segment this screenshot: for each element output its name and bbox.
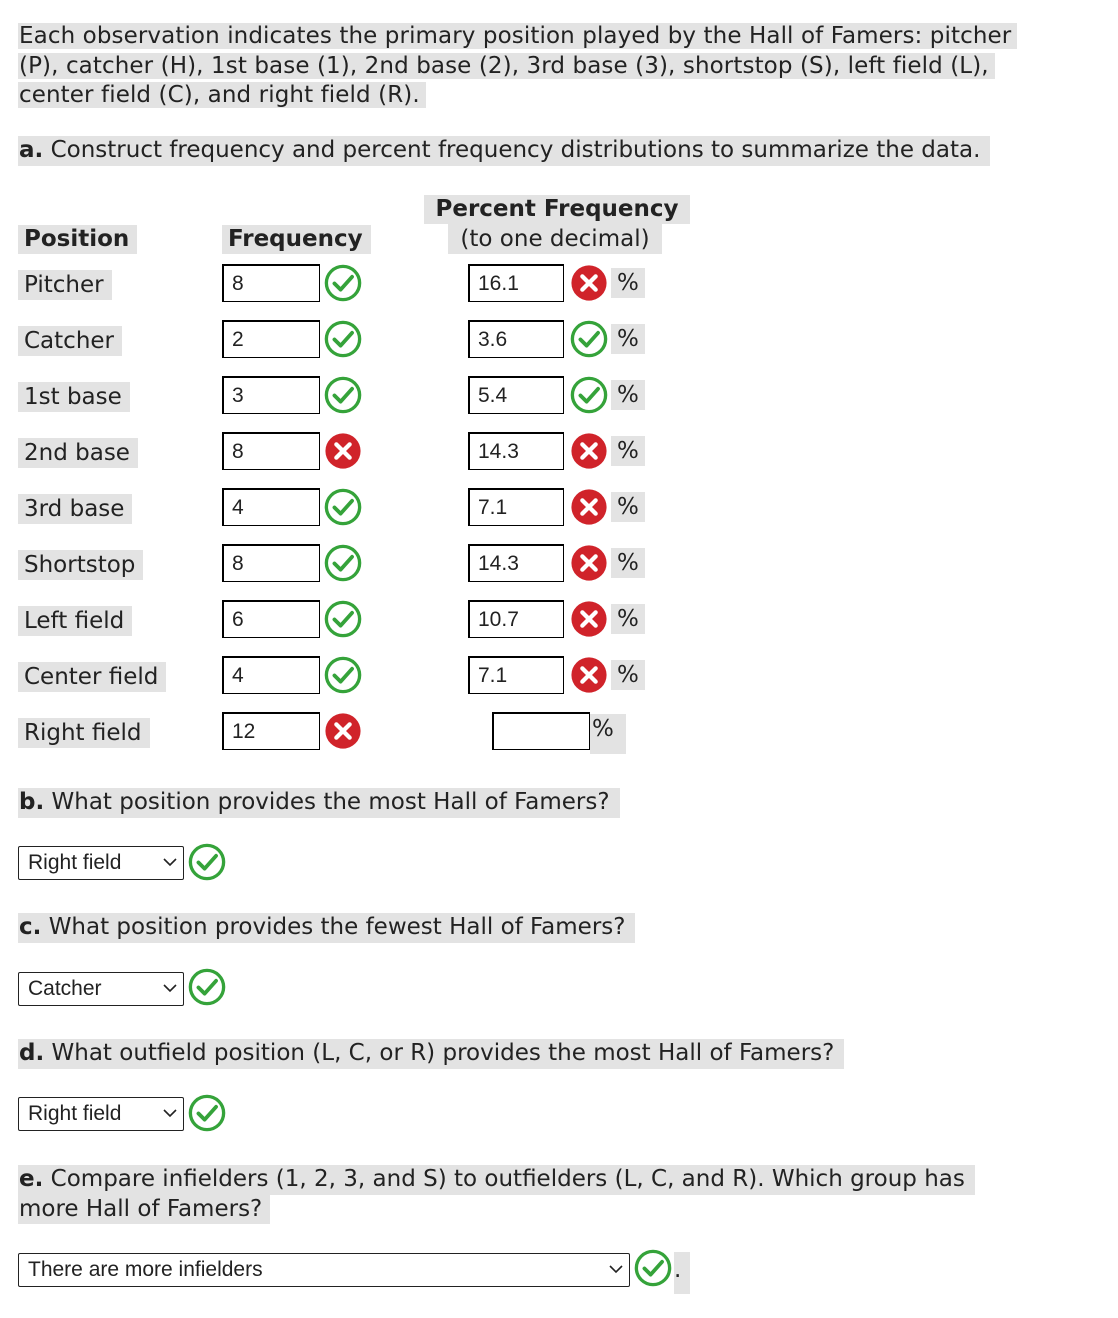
part-e-select[interactable] — [18, 1253, 630, 1287]
frequency-input-3rd-base[interactable]: 4 — [222, 488, 320, 526]
part-d-selected-value: Right field — [28, 1102, 122, 1125]
row-label-catcher: Catcher — [18, 326, 122, 356]
part-b-text: What position provides the most Hall of Famers? — [51, 789, 610, 815]
part-d-prompt — [18, 1039, 844, 1069]
chevron-down-icon — [163, 983, 177, 993]
x-circle-icon — [570, 488, 608, 526]
chevron-down-icon — [163, 1108, 177, 1118]
row-label-pitcher: Pitcher — [18, 270, 112, 300]
check-circle-icon — [570, 320, 608, 358]
part-d-text: What outfield position (L, C, or R) provides the most Hall of Famers? — [51, 1040, 835, 1066]
percent-symbol: % — [611, 660, 645, 690]
row-label-1st-base: 1st base — [18, 382, 130, 412]
x-circle-icon — [570, 264, 608, 302]
percent-input-left-field[interactable]: 10.7 — [468, 600, 564, 638]
percent-input-1st-base[interactable]: 5.4 — [468, 376, 564, 414]
row-label-shortstop: Shortstop — [18, 550, 143, 580]
check-circle-icon — [188, 1094, 226, 1132]
percent-input-catcher[interactable]: 3.6 — [468, 320, 564, 358]
part-b-letter: b. — [19, 789, 45, 815]
percent-symbol: % — [590, 714, 626, 754]
percent-symbol: % — [611, 380, 645, 410]
check-circle-icon — [324, 600, 362, 638]
check-circle-icon — [324, 488, 362, 526]
x-circle-icon — [570, 656, 608, 694]
frequency-input-catcher[interactable]: 2 — [222, 320, 320, 358]
row-label-center-field: Center field — [18, 662, 166, 692]
percent-symbol: % — [611, 436, 645, 466]
part-c-prompt — [18, 913, 635, 943]
percent-input-3rd-base[interactable]: 7.1 — [468, 488, 564, 526]
part-e-prompt — [18, 1165, 975, 1224]
percent-symbol: % — [611, 492, 645, 522]
check-circle-icon — [324, 264, 362, 302]
percent-input-shortstop[interactable]: 14.3 — [468, 544, 564, 582]
part-c-letter: c. — [19, 914, 42, 940]
frequency-input-1st-base[interactable]: 3 — [222, 376, 320, 414]
percent-input-right-field[interactable] — [492, 712, 590, 750]
check-circle-icon — [188, 968, 226, 1006]
x-circle-icon — [570, 432, 608, 470]
percent-symbol: % — [611, 268, 645, 298]
row-label-2nd-base: 2nd base — [18, 438, 138, 468]
part-e-selected-value: There are more infielders — [28, 1258, 263, 1281]
row-label-3rd-base: 3rd base — [18, 494, 132, 524]
x-circle-icon — [324, 432, 362, 470]
chevron-down-icon — [163, 857, 177, 867]
check-circle-icon — [570, 376, 608, 414]
percent-input-2nd-base[interactable]: 14.3 — [468, 432, 564, 470]
part-c-select[interactable] — [18, 972, 184, 1006]
part-e-letter: e. — [19, 1166, 44, 1192]
part-c-selected-value: Catcher — [28, 977, 102, 1000]
part-e-text-line1: Compare infielders (1, 2, 3, and S) to outfielders (L, C, and R). Which group has — [50, 1166, 965, 1192]
problem-intro — [18, 22, 1058, 111]
frequency-input-right-field[interactable]: 12 — [222, 712, 320, 750]
percent-input-pitcher[interactable]: 16.1 — [468, 264, 564, 302]
part-e-trailing-period: . — [674, 1252, 690, 1294]
header-frequency: Frequency — [222, 225, 371, 254]
check-circle-icon — [188, 843, 226, 881]
header-position: Position — [18, 225, 137, 254]
percent-symbol: % — [611, 604, 645, 634]
part-b-selected-value: Right field — [28, 851, 122, 874]
frequency-input-center-field[interactable]: 4 — [222, 656, 320, 694]
header-percent-frequency — [424, 195, 690, 224]
percent-input-center-field[interactable]: 7.1 — [468, 656, 564, 694]
check-circle-icon — [324, 376, 362, 414]
part-a-prompt — [18, 136, 990, 166]
part-c-text: What position provides the fewest Hall of Famers? — [48, 914, 626, 940]
part-b-prompt — [18, 788, 620, 818]
part-e-text-line2: more Hall of Famers? — [18, 1195, 270, 1225]
frequency-input-2nd-base[interactable]: 8 — [222, 432, 320, 470]
header-percent-line2: (to one decimal) — [448, 224, 662, 254]
part-d-select[interactable] — [18, 1097, 184, 1131]
x-circle-icon — [570, 544, 608, 582]
header-percent-line1: Percent Frequency — [435, 196, 679, 222]
chevron-down-icon — [609, 1264, 623, 1274]
part-d-letter: d. — [19, 1040, 45, 1066]
row-label-left-field: Left field — [18, 606, 132, 636]
row-label-right-field: Right field — [18, 718, 150, 748]
x-circle-icon — [570, 600, 608, 638]
part-a-text: Construct frequency and percent frequency distributions to summarize the data. — [50, 137, 981, 163]
part-a-letter: a. — [19, 137, 44, 163]
check-circle-icon — [324, 544, 362, 582]
intro-text: Each observation indicates the primary position played by the Hall of Famers: pitcher (P), catcher (H), 1st base (1), 2nd base (2), 3rd base (3), shortstop (S), left field (L), center field (C), and right field (R). — [18, 23, 1017, 108]
percent-symbol: % — [611, 324, 645, 354]
part-b-select[interactable] — [18, 846, 184, 880]
check-circle-icon — [324, 320, 362, 358]
check-circle-icon — [324, 656, 362, 694]
x-circle-icon — [324, 712, 362, 750]
percent-symbol: % — [611, 548, 645, 578]
frequency-input-shortstop[interactable]: 8 — [222, 544, 320, 582]
frequency-input-pitcher[interactable]: 8 — [222, 264, 320, 302]
check-circle-icon — [634, 1249, 672, 1287]
frequency-input-left-field[interactable]: 6 — [222, 600, 320, 638]
